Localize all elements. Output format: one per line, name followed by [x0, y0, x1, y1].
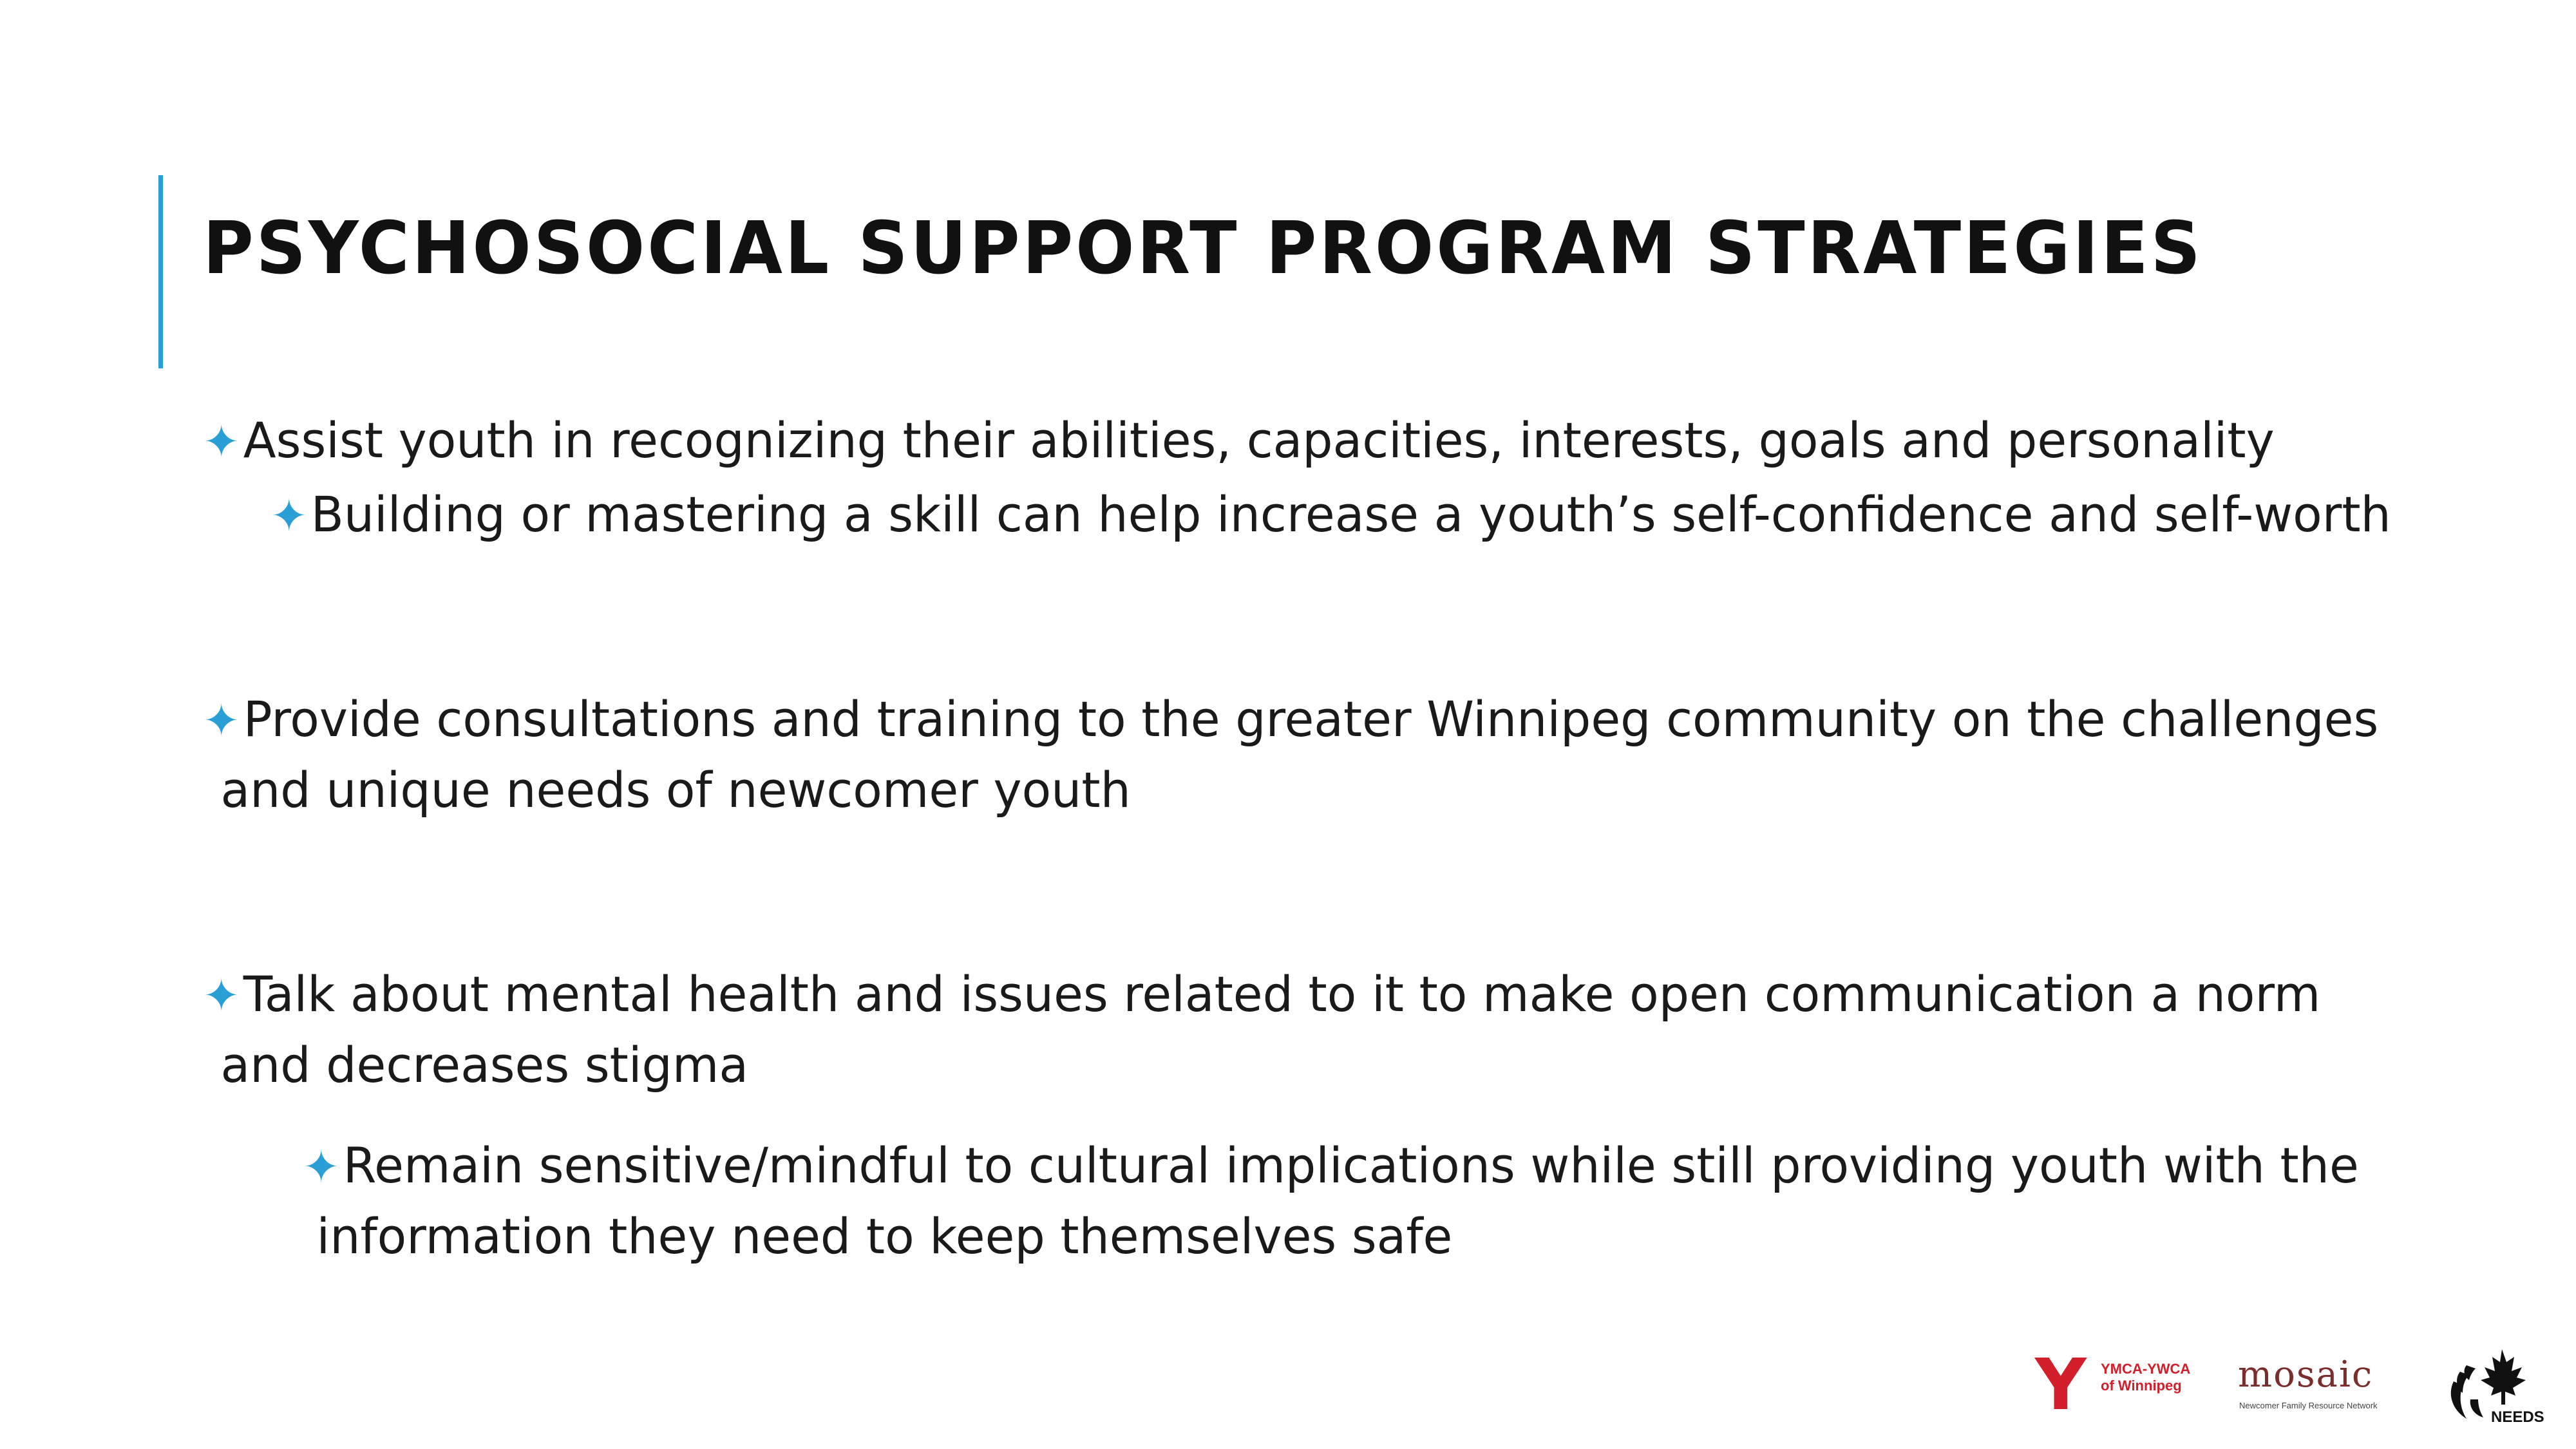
- ymca-y-mark-icon: Y: [2035, 1343, 2087, 1426]
- bullet-text-line2: and decreases stigma: [220, 1036, 749, 1094]
- sub-bullet-text: Building or mastering a skill can help increase a youth’s self-confidence and self-worth: [310, 486, 2391, 543]
- sub-bullet-item: [270, 480, 2391, 551]
- four-point-star-icon: ✦: [203, 969, 240, 1022]
- mosaic-tagline: Newcomer Family Resource Network: [2239, 1401, 2378, 1410]
- sub-bullet-text-line1: Remain sensitive/mindful to cultural implications while still providing youth with the: [343, 1137, 2359, 1194]
- needs-logo: [2441, 1343, 2557, 1433]
- four-point-star-icon: ✦: [203, 694, 240, 747]
- slide-title: PSYCHOSOCIAL SUPPORT PROGRAM STRATEGIES: [203, 207, 2203, 290]
- sub-bullet-text-line2: information they need to keep themselves safe: [316, 1208, 1453, 1265]
- ymca-ywca-logo: [2029, 1343, 2196, 1426]
- sub-bullet-item: [303, 1131, 2359, 1271]
- bullet-text-line2: and unique needs of newcomer youth: [220, 761, 1131, 819]
- bullet-item: [203, 406, 2275, 477]
- four-point-star-icon: ✦: [270, 489, 308, 542]
- mosaic-wordmark: mosaic: [2238, 1354, 2374, 1396]
- bullet-item: [203, 960, 2320, 1100]
- partner-logos: [2029, 1340, 2563, 1436]
- ymca-logo-line1: YMCA-YWCA: [2101, 1361, 2191, 1377]
- bullet-text-line1: Talk about mental health and issues related to it to make open communication a norm: [243, 965, 2321, 1023]
- bullet-item: [203, 685, 2378, 825]
- bullet-text: Assist youth in recognizing their abilities, capacities, interests, goals and personality: [243, 412, 2275, 469]
- four-point-star-icon: ✦: [203, 415, 240, 468]
- ymca-logo-line2: of Winnipeg: [2101, 1378, 2182, 1394]
- bullet-text-line1: Provide consultations and training to the greater Winnipeg community on the challenges: [243, 690, 2379, 748]
- four-point-star-icon: ✦: [303, 1141, 340, 1193]
- needs-wordmark: NEEDS: [2491, 1408, 2544, 1426]
- mosaic-logo: [2238, 1356, 2405, 1420]
